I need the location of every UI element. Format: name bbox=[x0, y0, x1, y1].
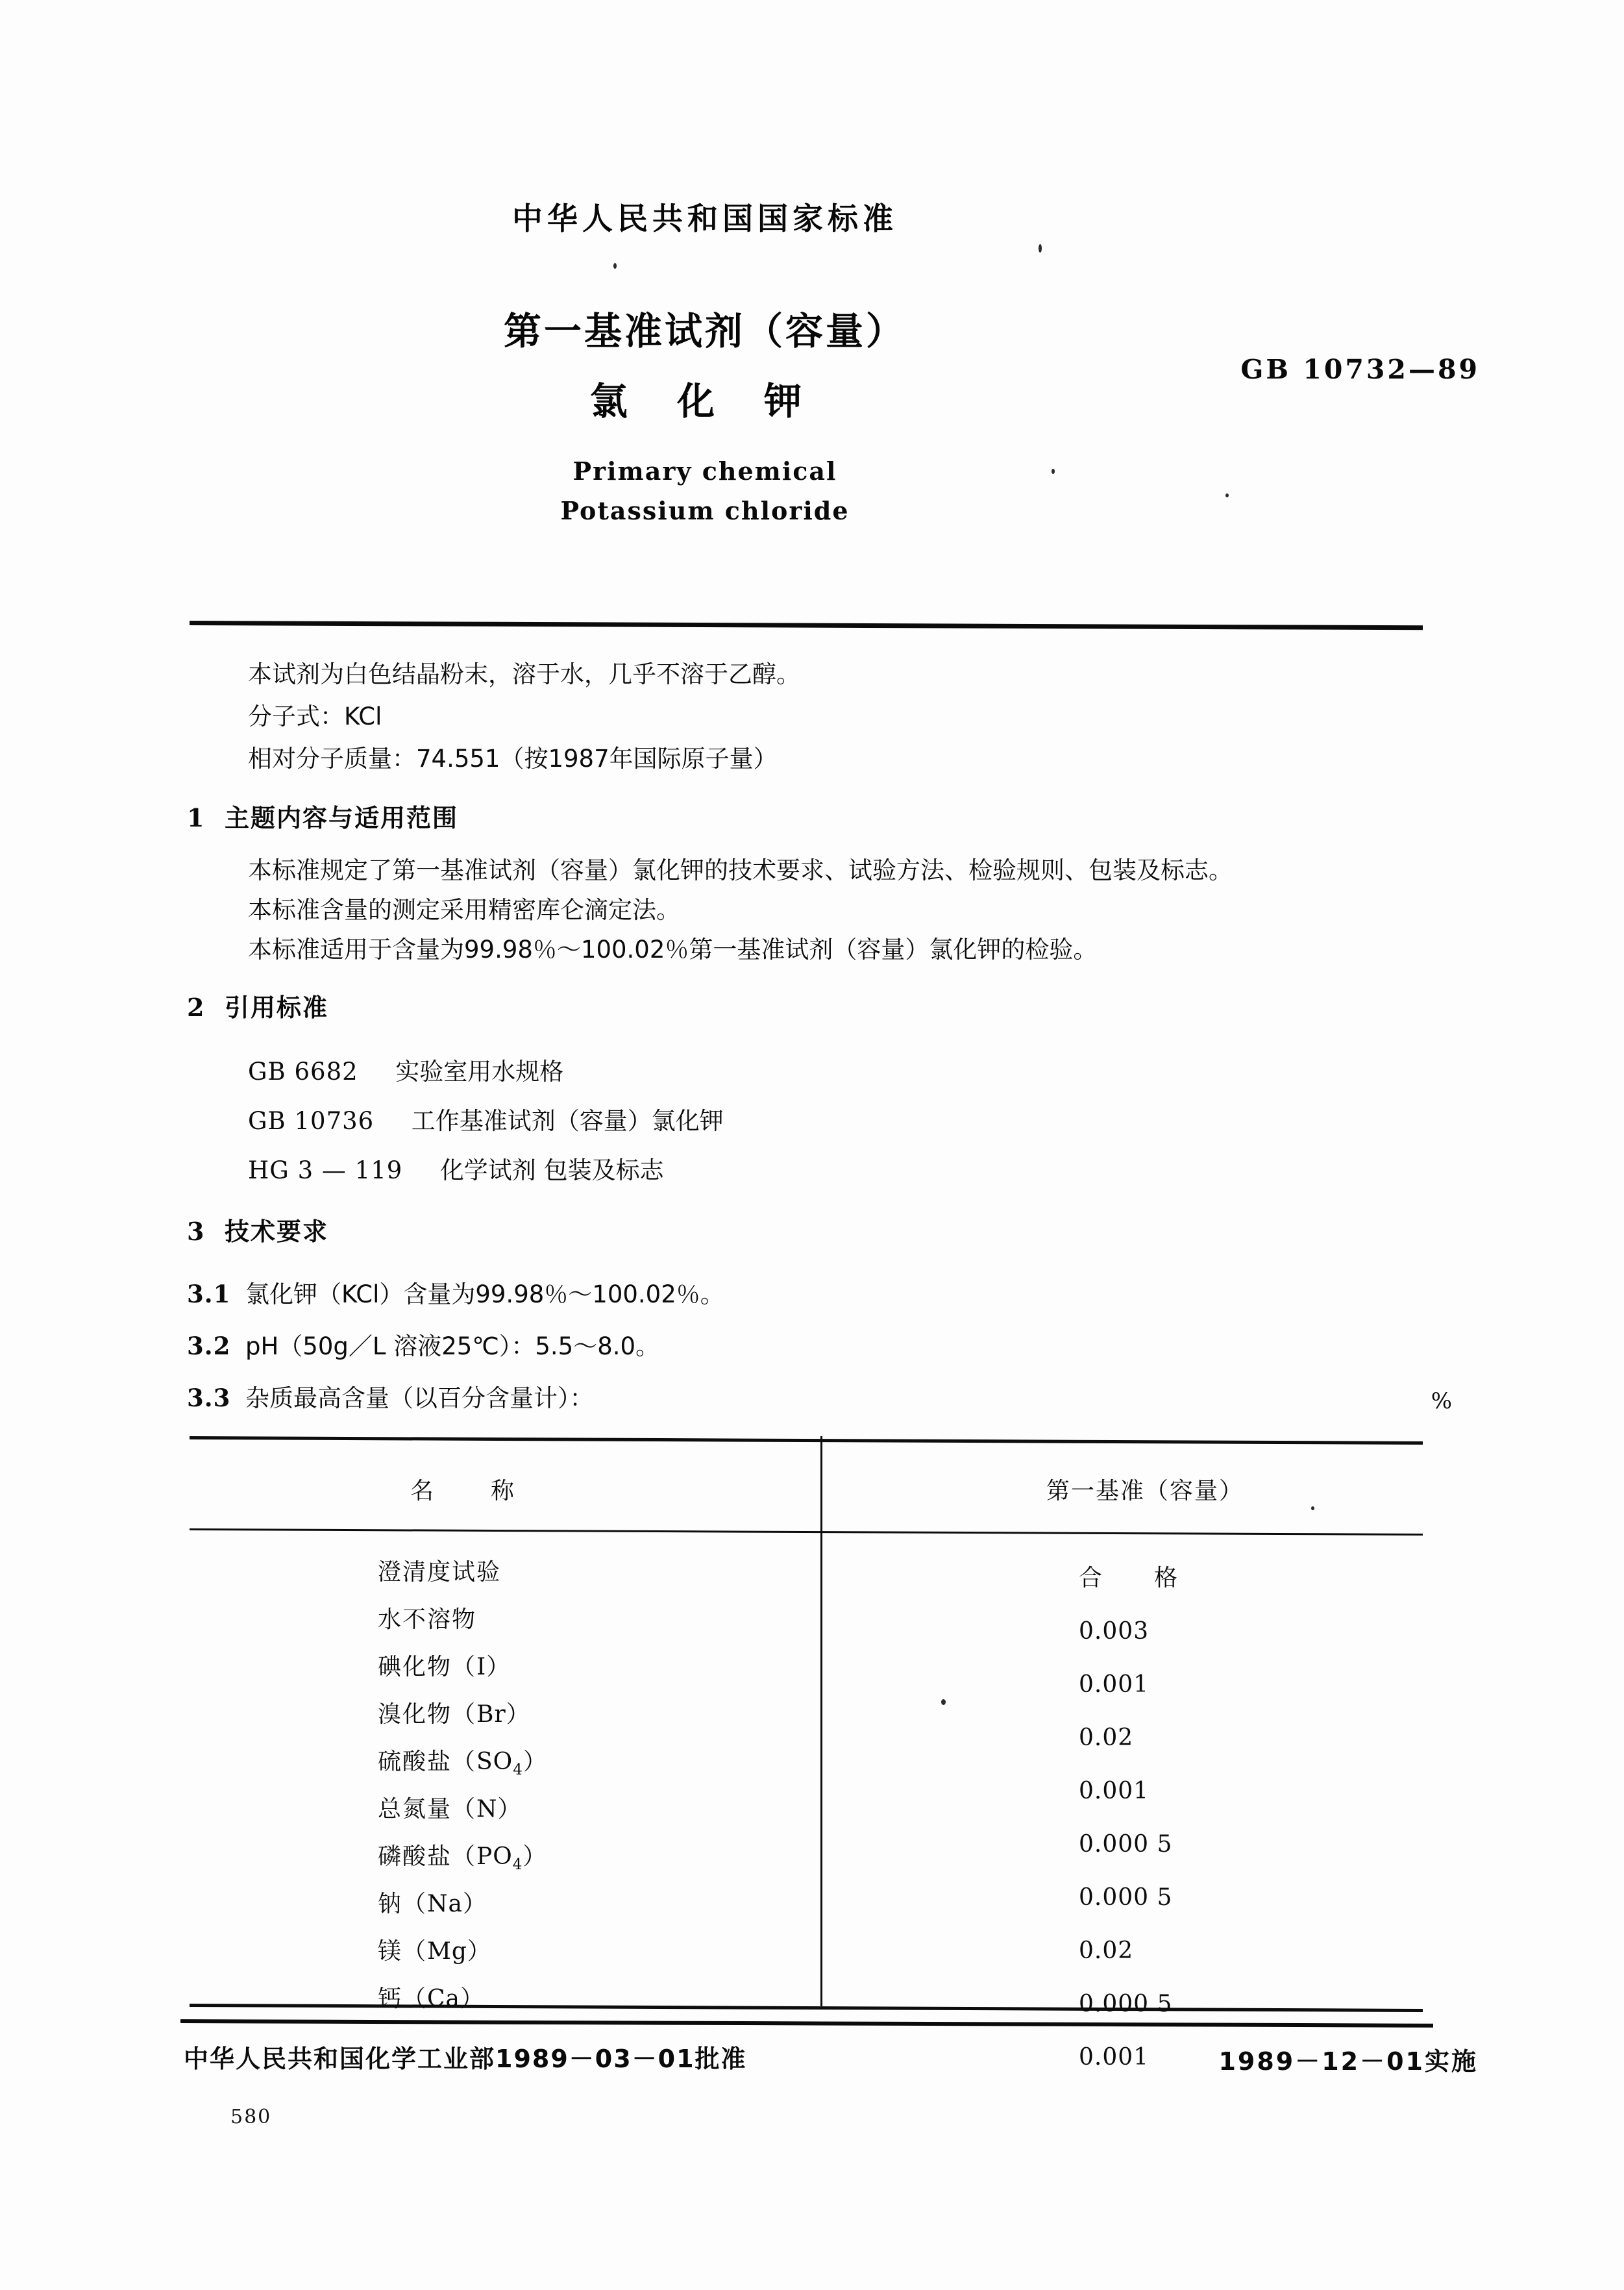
reference-code-2: GB 10736 bbox=[248, 1107, 375, 1135]
table-value-column bbox=[1079, 1561, 1192, 2093]
section-label-2: 引用标准 bbox=[225, 993, 329, 1022]
row-value: 0.000 5 bbox=[1079, 1991, 1173, 2017]
reference-item-3 bbox=[248, 1151, 1624, 1186]
row-value: 0.000 5 bbox=[1079, 1884, 1173, 1911]
scan-speck bbox=[941, 1699, 946, 1705]
implementation-date: 1989－12－01实施 bbox=[1218, 2047, 1478, 2076]
table-row bbox=[378, 1608, 548, 1656]
nation-title: 中华人民共和国国家标准 bbox=[512, 201, 898, 237]
clause-3-1 bbox=[187, 1275, 1624, 1310]
scan-speck bbox=[613, 263, 617, 269]
section-number-3: 3 bbox=[187, 1217, 204, 1246]
section-1-paragraph-3: 本标准适用于含量为99.98％～100.02％第一基准试剂（容量）氯化钾的检验。 bbox=[248, 936, 1098, 964]
section-1-paragraph-2: 本标准含量的测定采用精密库仑滴定法。 bbox=[248, 896, 680, 924]
lead-description bbox=[0, 662, 1624, 771]
document-body bbox=[0, 662, 1624, 1413]
clause-number-3-2: 3.2 bbox=[187, 1332, 231, 1360]
table-rule-header bbox=[190, 1528, 1423, 1536]
footer-divider-rule bbox=[180, 2019, 1433, 2028]
reference-item-1 bbox=[248, 1052, 1624, 1087]
table-row: 碘化物（I） bbox=[378, 1654, 511, 1680]
table-rule-bottom bbox=[190, 2004, 1423, 2012]
reference-item-2 bbox=[248, 1101, 1624, 1136]
approval-statement: 中华人民共和国化学工业部1989－03－01批准 bbox=[184, 2045, 747, 2073]
row-value: 0.001 bbox=[1079, 1778, 1150, 1804]
reference-code-3: HG 3 — 119 bbox=[248, 1156, 403, 1184]
table-rule-top bbox=[190, 1436, 1423, 1445]
table-unit-label: % bbox=[1431, 1388, 1452, 1414]
section-heading-1 bbox=[187, 798, 1624, 834]
table-header-grade: 第一基准（容量） bbox=[1046, 1478, 1244, 1504]
document-title-english-line2: Potassium chloride bbox=[560, 496, 850, 525]
scan-speck bbox=[1311, 1506, 1314, 1510]
row-value: 0.001 bbox=[1079, 1671, 1150, 1698]
reference-title-2: 工作基准试剂（容量）氯化钾 bbox=[411, 1107, 724, 1135]
table-header-name: 名 称 bbox=[410, 1478, 532, 1504]
clause-text-3-1: 氯化钾（KCl）含量为99.98％～100.02％。 bbox=[245, 1280, 724, 1308]
section-number-1: 1 bbox=[187, 803, 204, 832]
table-name-column bbox=[378, 1561, 548, 2035]
scan-speck bbox=[1225, 493, 1229, 497]
section-label-1: 主题内容与适用范围 bbox=[225, 804, 459, 832]
section-heading-3 bbox=[187, 1212, 1624, 1247]
section-heading-2 bbox=[187, 988, 1624, 1023]
table-row: 钠（Na） bbox=[378, 1891, 487, 1917]
reference-title-1: 实验室用水规格 bbox=[395, 1058, 564, 1086]
clause-text-3-2: pH（50g／L 溶液25℃）：5.5～8.0。 bbox=[245, 1332, 660, 1360]
section-label-3: 技术要求 bbox=[225, 1217, 329, 1246]
row-value: 0.000 5 bbox=[1079, 1831, 1173, 1858]
standard-number: GB 10732—89 bbox=[1240, 354, 1480, 385]
row-value: 合 格 bbox=[1079, 1565, 1192, 1591]
row-value: 0.001 bbox=[1079, 2044, 1150, 2071]
table-column-divider bbox=[820, 1436, 822, 2006]
row-name: 水不溶物 bbox=[378, 1606, 477, 1633]
table-row: 溴化物（Br） bbox=[378, 1701, 531, 1728]
document-title-main: 第一基准试剂（容量） bbox=[503, 309, 906, 353]
section-number-2: 2 bbox=[187, 993, 204, 1022]
document-title-sub: 氯 化 钾 bbox=[589, 379, 820, 423]
clause-3-3 bbox=[187, 1378, 1624, 1413]
row-value: 0.02 bbox=[1079, 1724, 1134, 1751]
reference-title-3: 化学试剂 包装及标志 bbox=[439, 1156, 664, 1184]
reference-code-1: GB 6682 bbox=[248, 1058, 358, 1086]
scan-speck bbox=[1052, 469, 1055, 474]
page-number: 580 bbox=[230, 2106, 272, 2128]
row-name: 澄清度试验 bbox=[378, 1559, 502, 1586]
table-row: 镁（Mg） bbox=[378, 1938, 492, 1965]
section-1-paragraph-1: 本标准规定了第一基准试剂（容量）氯化钾的技术要求、试验方法、检验规则、包装及标志。 bbox=[248, 856, 1233, 884]
clause-text-3-3: 杂质最高含量（以百分含量计）： bbox=[245, 1384, 594, 1412]
lead-line-3: 相对分子质量：74.551（按1987年国际原子量） bbox=[248, 745, 778, 773]
header-divider-rule bbox=[190, 621, 1423, 630]
table-row: 钙（Ca） bbox=[378, 1985, 486, 2012]
table-row bbox=[378, 1561, 548, 1608]
row-value: 0.003 bbox=[1079, 1618, 1150, 1645]
table-row: 磷酸盐$(PO_4)$ bbox=[378, 1843, 548, 1874]
scan-speck bbox=[1039, 244, 1042, 253]
clause-3-2 bbox=[187, 1326, 1624, 1362]
document-title-english-line1: Primary chemical bbox=[572, 456, 837, 486]
row-value: 0.02 bbox=[1079, 1937, 1134, 1964]
lead-line-2: 分子式：KCl bbox=[248, 703, 382, 730]
lead-line-1: 本试剂为白色结晶粉末，溶于水，几乎不溶于乙醇。 bbox=[248, 660, 800, 688]
clause-number-3-1: 3.1 bbox=[187, 1280, 231, 1308]
clause-number-3-3: 3.3 bbox=[187, 1384, 231, 1412]
table-row: 总氮量（N） bbox=[378, 1796, 523, 1823]
table-row: 硫酸盐$(SO_4)$ bbox=[378, 1749, 548, 1779]
